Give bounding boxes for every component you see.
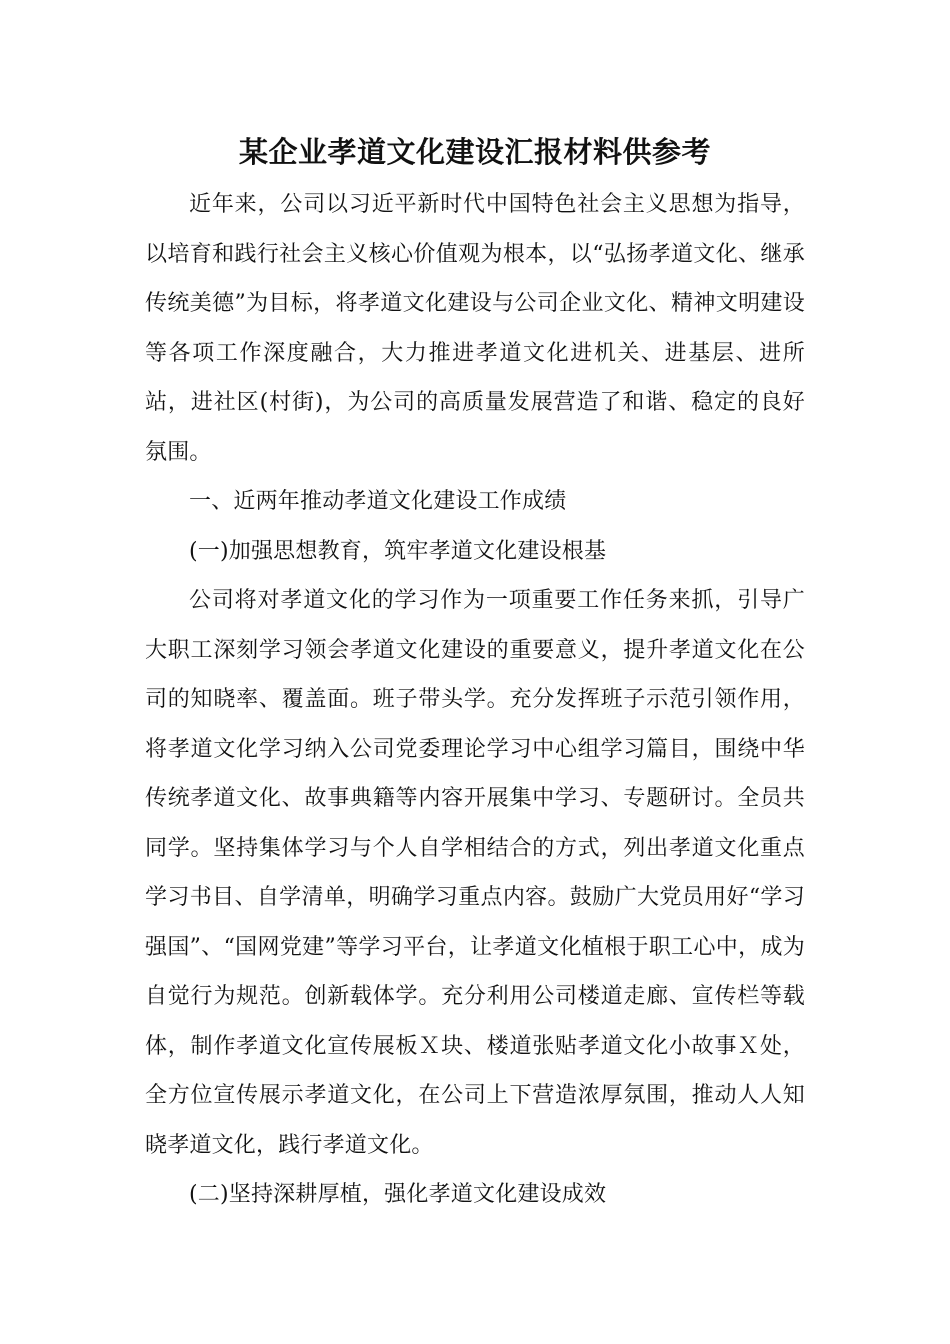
paragraph-study: 公司将对孝道文化的学习作为一项重要工作任务来抓，引导广大职工深刻学习领会孝道文化建设的重要意义，提升孝道文化在公司的知晓率、覆盖面。班子带头学。充分发挥班子示范引领作用，将孝道文化学习纳入公司党委理论学习中心组学习篇目，围绕中华传统孝道文化、故事典籍等内容开展集中学习、专题研讨。全员共同学。坚持集体学习与个人自学相结合的方式，列出孝道文化重点学习书目、自学清单，明确学习重点内容。鼓励广大党员用好“学习强国”、“国网党建”等学习平台，让孝道文化植根于职工心中，成为自觉行为规范。创新载体学。充分利用公司楼道走廊、宣传栏等载体，制作孝道文化宣传展板Ｘ块、楼道张贴孝道文化小故事Ｘ处，全方位宣传展示孝道文化，在公司上下营造浓厚氛围，推动人人知晓孝道文化，践行孝道文化。: [145, 588, 805, 1158]
subsection-heading-1: (一)加强思想教育，筑牢孝道文化建设根基: [189, 538, 607, 564]
section-heading-1: 一、近两年推动孝道文化建设工作成绩: [189, 489, 567, 514]
paragraph-intro: 近年来，公司以习近平新时代中国特色社会主义思想为指导，以培育和践行社会主义核心价值观为根本，以“弘扬孝道文化、继承传统美德”为目标，将孝道文化建设与公司企业文化、精神文明建设等各项工作深度融合，大力推进孝道文化进机关、进基层、进所站，进社区(村街)，为公司的高质量发展营造了和谐、稳定的良好氛围。: [145, 192, 805, 465]
subsection-heading-2: (二)坚持深耕厚植，强化孝道文化建设成效: [189, 1182, 607, 1207]
document-title: 某企业孝道文化建设汇报材料供参考: [238, 135, 711, 169]
document-body: [145, 180, 805, 1220]
